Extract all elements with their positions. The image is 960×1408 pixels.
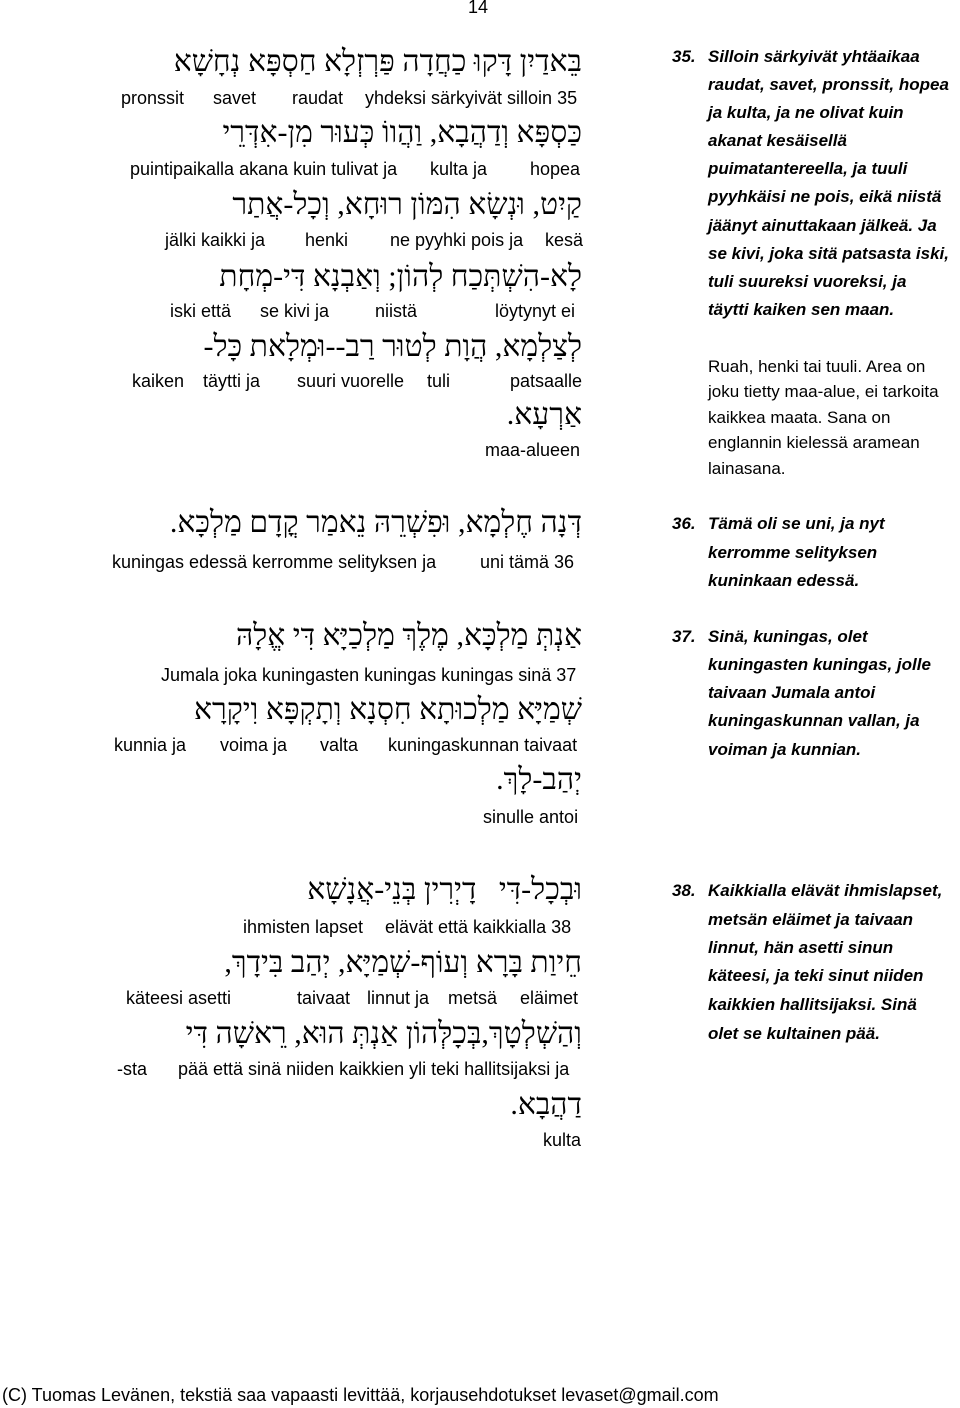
- translation-line: tuli suureksi vuoreksi, ja: [708, 272, 907, 291]
- translation-line: se kivi, joka sitä patsasta iski,: [708, 244, 949, 263]
- gloss-line: [0, 1128, 600, 1152]
- translation-line: olet se kultainen pää.: [708, 1024, 880, 1043]
- translation-line: käteesi, ja teki sinut niiden: [708, 966, 924, 985]
- gloss-word: voima ja: [220, 735, 288, 755]
- gloss-word: sinulle antoi: [483, 807, 579, 827]
- gloss-word: raudat: [292, 88, 344, 108]
- gloss-word: käteesi asetti: [126, 988, 232, 1008]
- translation-line: kuningaskunnan vallan, ja: [708, 711, 920, 730]
- gloss-word: henki: [305, 230, 349, 250]
- gloss-line: [0, 228, 600, 252]
- gloss-word: savet: [213, 88, 257, 108]
- translation-line: täytti kaiken sen maan.: [708, 300, 895, 319]
- gloss-word: valta: [320, 735, 359, 755]
- verse-number: 38.: [672, 881, 696, 900]
- note-line: Ruah, henki tai tuuli. Area on: [708, 357, 926, 376]
- gloss-word: uni tämä 36: [480, 552, 575, 572]
- hebrew-line: אַרְעָא.: [506, 398, 582, 431]
- hebrew-line: לָא-הִשְׁתְּכַח לְהוֹן; וְאַבְנָא דִּי-מְחָת: [219, 260, 582, 293]
- hebrew-line: בֵּאדַיִן דָּקוּ כַחֲדָה פַּרְזְלָא חַסְפָּא נְחָשָׁא: [173, 45, 582, 78]
- gloss-word: yhdeksi särkyivät silloin 35: [365, 88, 578, 108]
- translation-line: jäänyt ainuttakaan jälkeä. Ja: [708, 216, 937, 235]
- gloss-word: -sta: [117, 1059, 148, 1079]
- gloss-word: kesä: [545, 230, 584, 250]
- translation-line: akanat kesäisellä: [708, 131, 847, 150]
- gloss-line: [0, 438, 600, 462]
- gloss-word: kaiken: [132, 371, 185, 391]
- gloss-word: löytynyt ei: [495, 301, 576, 321]
- translation-line: raudat, savet, pronssit, hopea: [708, 75, 949, 94]
- gloss-line: [0, 86, 600, 110]
- translation-line: ja kulta, ja ne olivat kuin: [708, 103, 904, 122]
- gloss-word: kuningaskunnan taivaat: [388, 735, 578, 755]
- hebrew-line: יְהַב-לָךְ.: [496, 763, 582, 796]
- gloss-word: kuningas edessä kerromme selityksen ja: [112, 552, 437, 572]
- hebrew-line: לְצַלְמָא, הֲוָת לְטוּר רַב--וּמְלָאת כָּל-: [203, 330, 582, 363]
- gloss-word: jälki kaikki ja: [165, 230, 266, 250]
- gloss-word: maa-alueen: [485, 440, 581, 460]
- gloss-line: [0, 733, 600, 757]
- gloss-word: linnut ja: [367, 988, 430, 1008]
- note-line: joku tietty maa-alue, ei tarkoita: [708, 382, 939, 401]
- gloss-word: ihmisten lapset: [243, 917, 364, 937]
- gloss-word: patsaalle: [510, 371, 583, 391]
- hebrew-line: וּבְכָל-דִּי דָיְרִין בְּנֵי-אֲנָשָׁא: [307, 873, 582, 906]
- gloss-word: pää että sinä niiden kaikkien yli teki hallitsijaksi ja: [178, 1059, 570, 1079]
- verse-number: 35.: [672, 47, 696, 66]
- translation-line: Tämä oli se uni, ja nyt: [708, 514, 885, 533]
- gloss-word: hopea: [530, 159, 581, 179]
- hebrew-line: וְהַשְׁלְטָךְ,בְּכָלְּהוֹן אַנְתְּ הוּא, רֵאשָׁה דִּי: [185, 1017, 582, 1050]
- hebrew-line: שְׁמַיָּא מַלְכוּתָא חִסְנָא וְתָקְפָּא וִיקָרָא: [193, 693, 582, 726]
- gloss-word: suuri vuorelle: [297, 371, 405, 391]
- translation-line: Sinä, kuningas, olet: [708, 627, 868, 646]
- hebrew-line: קַיִט, וּנְשָׂא הִמּוֹן רוּחָא, וְכָל-אֲתַר: [232, 188, 582, 221]
- gloss-line: [0, 550, 600, 574]
- gloss-word: eläimet: [520, 988, 579, 1008]
- footer-copyright: (C) Tuomas Levänen, tekstiä saa vapaasti levittää, korjausehdotukset levaset@gmail.com: [2, 1385, 719, 1405]
- translation-line: taivaan Jumala antoi: [708, 683, 876, 702]
- translation-line: metsän eläimet ja taivaan: [708, 910, 914, 929]
- gloss-word: taivaat: [297, 988, 351, 1008]
- gloss-word: kulta ja: [430, 159, 488, 179]
- gloss-word: metsä: [448, 988, 498, 1008]
- gloss-line: [0, 805, 600, 829]
- verse-number: 37.: [672, 627, 696, 646]
- gloss-word: ne pyyhki pois ja: [390, 230, 524, 250]
- gloss-word: tuli: [427, 371, 451, 391]
- hebrew-line: דְּנָה חֶלְמָא, וּפִשְׁרֵהּ נֵאמַר קֳדָם מַלְכָּא.: [169, 506, 582, 539]
- translation-line: kerromme selityksen: [708, 543, 878, 562]
- translation-line: pyyhkäisi ne pois, eikä niistä: [708, 187, 942, 206]
- translation-line: kuningasten kuningas, jolle: [708, 655, 931, 674]
- gloss-word: iski että: [170, 301, 232, 321]
- gloss-word: elävät että kaikkialla 38: [385, 917, 572, 937]
- gloss-word: niistä: [375, 301, 418, 321]
- gloss-word: pronssit: [121, 88, 185, 108]
- gloss-word: Jumala joka kuningasten kuningas kuningas sinä 37: [161, 665, 577, 685]
- gloss-line: [0, 663, 600, 687]
- gloss-line: [0, 299, 600, 323]
- note-line: lainasana.: [708, 459, 786, 478]
- translation-line: Kaikkialla elävät ihmislapset,: [708, 881, 943, 900]
- note-line: kaikkea maata. Sana on: [708, 408, 891, 427]
- translation-line: puimatantereella, ja tuuli: [708, 159, 908, 178]
- gloss-word: se kivi ja: [260, 301, 330, 321]
- verse-number: 36.: [672, 514, 696, 533]
- translation-line: Silloin särkyivät yhtäaikaa: [708, 47, 920, 66]
- translation-line: linnut, hän asetti sinun: [708, 938, 894, 957]
- hebrew-line: כַּסְפָּא וְדַהֲבָא, וַהֲווֹ כְּעוּר מִן-אִדְּרֵי: [222, 116, 582, 149]
- translation-line: kaikkien hallitsijaksi. Sinä: [708, 995, 917, 1014]
- gloss-line: [0, 986, 600, 1010]
- gloss-word: puintipaikalla akana kuin tulivat ja: [130, 159, 398, 179]
- gloss-word: kulta: [543, 1130, 582, 1150]
- gloss-word: kunnia ja: [114, 735, 187, 755]
- gloss-line: [0, 915, 600, 939]
- gloss-line: [0, 157, 600, 181]
- hebrew-line: דַהֲבָא.: [510, 1088, 582, 1121]
- page-number: 14: [467, 0, 489, 17]
- gloss-line: [0, 1057, 600, 1081]
- note-line: englannin kielessä aramean: [708, 433, 920, 452]
- gloss-word: täytti ja: [203, 371, 261, 391]
- hebrew-line: אַנְתְּ מַלְכָּא, מֶלֶךְ מַלְכַיָּא דִּי אֱלָהּ: [235, 619, 582, 652]
- translation-line: voiman ja kunnian.: [708, 740, 862, 759]
- gloss-line: [0, 369, 600, 393]
- translation-line: kuninkaan edessä.: [708, 571, 860, 590]
- hebrew-line: חֵיוַת בָּרָא וְעוֹף-שְׁמַיָּא, יְהַב בִּידָךְ,: [224, 946, 582, 979]
